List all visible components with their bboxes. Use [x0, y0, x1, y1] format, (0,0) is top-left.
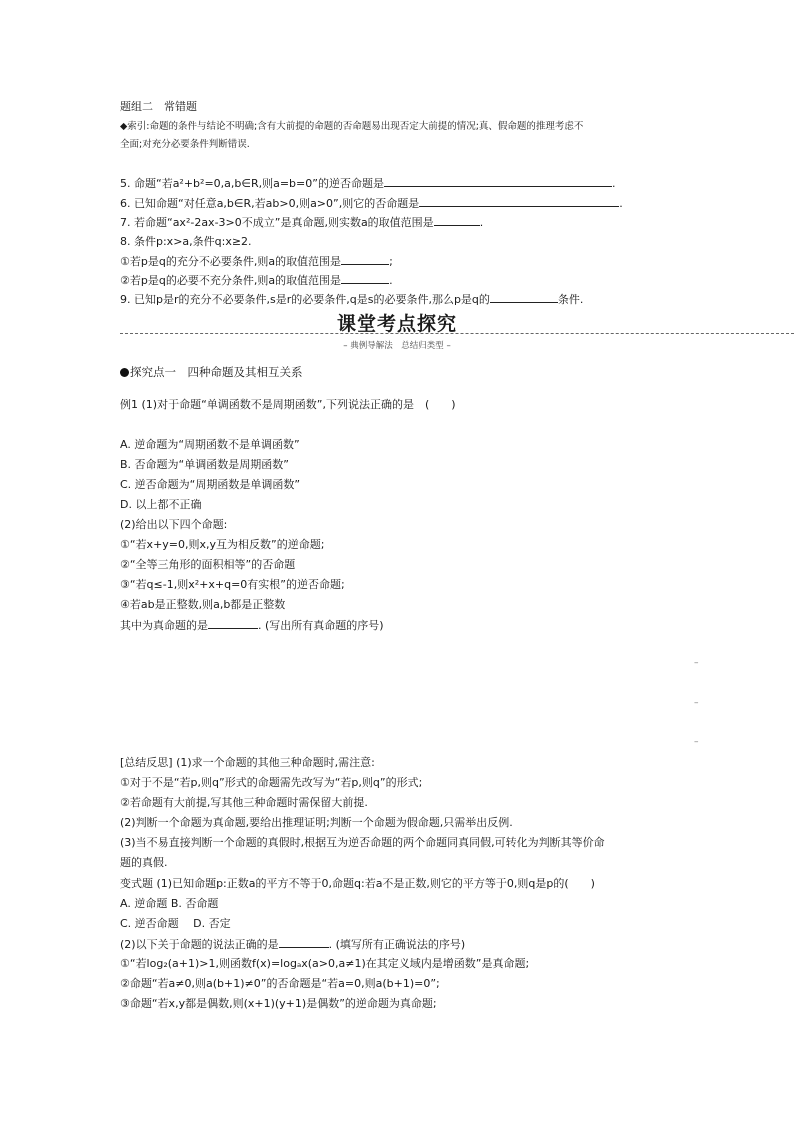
answer-prompt: 其中为真命题的是 [120, 619, 208, 632]
index-note-line-1: ◆索引:命题的条件与结论不明确;含有大前提的命题的否命题易出现否定大前提的情况;真、假命题的推理考虑不 [120, 121, 584, 132]
variant-part-2 [120, 936, 465, 952]
variant-options-cd: C. 逆否命题 D. 否定 [120, 917, 231, 930]
option-c: C. 逆否命题为“周期函数是单调函数” [120, 478, 301, 491]
summary-point-2: ②若命题有大前提,写其他三种命题时需保留大前提. [120, 796, 368, 809]
proposition-4: ④若ab是正整数,则a,b都是正整数 [120, 598, 286, 611]
question-9-text: 9. 已知p是r的充分不必要条件,s是r的必要条件,q是s的必要条件,那么p是q的 [120, 293, 490, 306]
answer-blank [279, 936, 329, 948]
index-note-line-2: 全面;对充分必要条件判断错误. [120, 139, 250, 150]
question-9 [120, 291, 583, 307]
variant-question: 变式题 (1)已知命题p:正数a的平方不等于0,命题q:若a不是正数,则它的平方等于0,则q是p的( ) [120, 877, 595, 890]
question-6: 6. 已知命题“对任意a,b∈R,若ab>0,则a>0”,则它的否命题是 . [120, 197, 623, 210]
example-1-answer [120, 617, 384, 633]
question-7-text: 7. 若命题“ax²-2ax-3>0不成立”是真命题,则实数a的取值范围是 [120, 216, 434, 229]
answer-blank [490, 291, 558, 303]
option-d: D. 以上都不正确 [120, 498, 202, 511]
summary-point-4: (3)当不易直接判断一个命题的真假时,根据互为逆否命题的两个命题同真同假,可转化为判断其等价命 [120, 836, 605, 849]
question-8-part-1-text: ①若p是q的充分不必要条件,则a的取值范围是 [120, 255, 342, 268]
question-6-text: 6. 已知命题“对任意a,b∈R,若ab>0,则a>0”,则它的否命题是 [120, 197, 420, 210]
answer-blank [384, 175, 612, 187]
summary-point-1: ①对于不是“若p,则q”形式的命题需先改写为“若p,则q”的形式; [120, 776, 423, 789]
option-a: A. 逆命题为“周期函数不是单调函数” [120, 438, 300, 451]
example-1-part-2: (2)给出以下四个命题: [120, 518, 228, 531]
summary-point-3: (2)判断一个命题为真命题,要给出推理证明;判断一个命题为假命题,只需举出反例. [120, 816, 513, 829]
question-8-part-2-text: ②若p是q的必要不充分条件,则a的取值范围是 [120, 274, 342, 287]
question-7: 7. 若命题“ax²-2ax-3>0不成立”是真命题,则实数a的取值范围是 . [120, 216, 484, 229]
question-8: 8. 条件p:x>a,条件q:x≥2. [120, 235, 252, 248]
summary-point-5: 题的真假. [120, 856, 168, 869]
banner-divider [120, 333, 794, 334]
proposition-2: ②“全等三角形的面积相等”的否命题 [120, 558, 296, 571]
question-9-suffix: 条件. [557, 293, 584, 306]
margin-mark: – [694, 737, 699, 747]
banner-subtitle: – 典例导解法 总结归类型 – [343, 341, 451, 351]
variant-statement-1: ①“若log₂(a+1)>1,则函数f(x)=logₐx(a>0,a≠1)在其定义域内是增函数”是真命题; [120, 957, 530, 970]
variant-options-ab: A. 逆命题 B. 否命题 [120, 897, 219, 910]
variant-statement-2: ②命题“若a≠0,则a(b+1)≠0”的否命题是“若a=0,则a(b+1)=0”; [120, 977, 440, 990]
answer-blank [419, 195, 619, 207]
question-5-text: 5. 命题“若a²+b²=0,a,b∈R,则a=b=0”的逆否命题是 [120, 177, 384, 190]
summary-title: [总结反思] (1)求一个命题的其他三种命题时,需注意: [120, 756, 375, 769]
variant-statement-3: ③命题“若x,y都是偶数,则(x+1)(y+1)是偶数”的逆命题为真命题; [120, 997, 437, 1010]
answer-blank [434, 214, 480, 226]
margin-mark: – [694, 698, 699, 708]
group-title: 题组二 常错题 [120, 100, 197, 113]
question-8-part-2: ②若p是q的必要不充分条件,则a的取值范围是 . [120, 274, 393, 287]
variant-part-2-text: (2)以下关于命题的说法正确的是 [120, 938, 279, 951]
example-1: 例1 (1)对于命题“单调函数不是周期函数”,下列说法正确的是 ( ) [120, 398, 456, 411]
banner-title: 课堂考点探究 [336, 313, 457, 335]
option-b: B. 否命题为“单调函数是周期函数” [120, 458, 289, 471]
question-8-part-1: ①若p是q的充分不必要条件,则a的取值范围是 ; [120, 255, 393, 268]
section-heading [120, 365, 303, 380]
bullet-icon [120, 368, 129, 377]
section-title: 探究点一 四种命题及其相互关系 [130, 365, 303, 379]
proposition-3: ③“若q≤-1,则x²+x+q=0有实根”的逆否命题; [120, 578, 345, 591]
variant-part-2-hint: . (填写所有正确说法的序号) [328, 938, 466, 951]
answer-blank [208, 617, 258, 629]
proposition-1: ①“若x+y=0,则x,y互为相反数”的逆命题; [120, 538, 325, 551]
question-5: 5. 命题“若a²+b²=0,a,b∈R,则a=b=0”的逆否命题是 . [120, 177, 616, 190]
margin-mark: – [694, 658, 699, 668]
answer-blank [341, 253, 389, 265]
answer-hint: . (写出所有真命题的序号) [258, 619, 384, 632]
answer-blank [341, 272, 389, 284]
